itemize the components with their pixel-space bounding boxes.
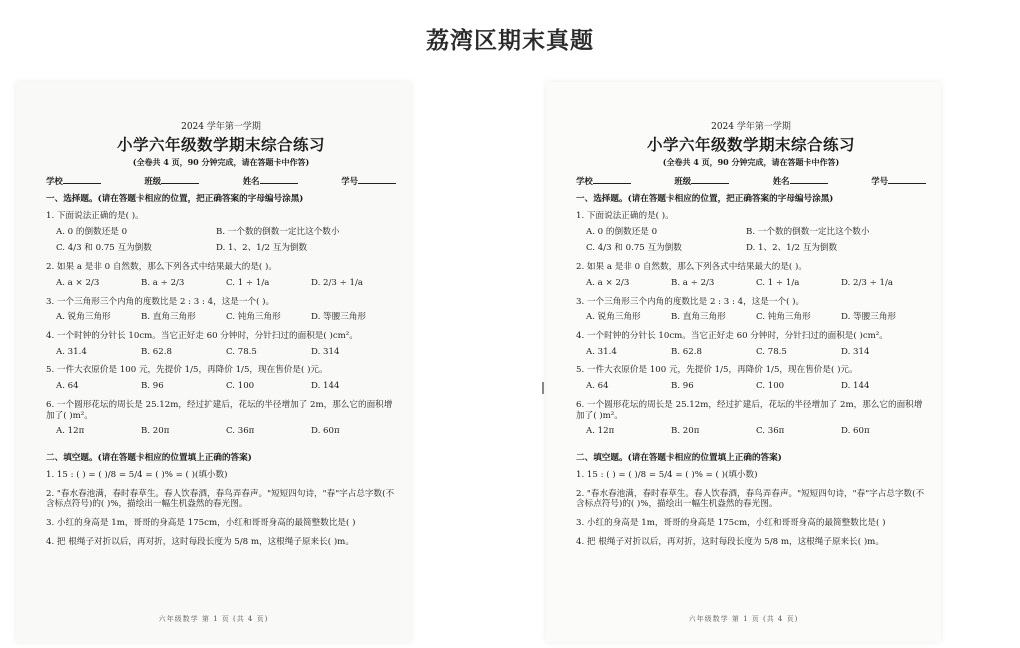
- school-field: 学校: [576, 176, 631, 187]
- option-c: C. 78.5: [226, 346, 257, 357]
- option-d: D. 60π: [841, 426, 870, 437]
- question-5: 5. 一件大衣原价是 100 元，先提价 1/5，再降价 1/5，现在售价是( )元。: [46, 365, 328, 376]
- fill-question-2: 2. "春水春池满，春时春草生。春人饮春酒，春鸟弄春声。"短短四句诗，"春"字占总字数(不含标点符号)的( )%，描绘出一幅生机盎然的春光图。: [46, 488, 395, 510]
- option-b: B. 96: [141, 381, 164, 392]
- question-5-options: [46, 381, 396, 392]
- student-fields: [576, 176, 926, 187]
- question-6-options: [576, 426, 926, 437]
- section-fill-in: 二、填空题。(请在答题卡相应的位置填上正确的答案): [46, 453, 252, 464]
- question-1-options: [46, 227, 396, 254]
- class-field: 班级: [674, 176, 729, 187]
- option-b: B. 直角三角形: [671, 312, 726, 323]
- question-3: 3. 一个三角形三个内角的度数比是 2 : 3 : 4，这是一个( )。: [46, 296, 275, 307]
- option-d: D. 144: [841, 381, 870, 392]
- option-a: A. 31.4: [586, 346, 617, 357]
- option-c: C. 钝角三角形: [756, 312, 811, 323]
- question-4: 4. 一个时钟的分针长 10cm。当它正好走 60 分钟时，分针扫过的面积是( )cm²。: [576, 331, 888, 341]
- option-b: B. 一个数的倒数一定比这个数小: [746, 226, 870, 237]
- student-fields: [46, 176, 396, 187]
- exam-note: (全卷共 4 页，90 分钟完成，请在答题卡中作答): [132, 156, 310, 167]
- option-c: C. 1 ÷ 1/a: [226, 277, 270, 288]
- option-d: D. 等腰三角形: [841, 312, 897, 323]
- option-d: D. 314: [841, 346, 870, 357]
- question-3-options: [46, 312, 396, 323]
- option-b: B. 62.8: [671, 346, 702, 357]
- fill-question-1: 1. 15 : ( ) = ( )/8 = 5/4 = ( )% = ( )(填小数): [576, 469, 758, 480]
- page-footer: 六年级数学 第 1 页 (共 4 页): [688, 615, 799, 623]
- question-1-options: [576, 227, 926, 254]
- fill-question-3: 3. 小红的身高是 1m，哥哥的身高是 175cm，小红和哥哥身高的最简整数比是( ): [46, 518, 356, 529]
- banner-title: 荔湾区期末真题: [426, 28, 594, 54]
- question-6-options: [46, 426, 396, 437]
- option-a: A. a × 2/3: [56, 277, 100, 288]
- option-a: A. 12π: [586, 426, 615, 437]
- question-2-options: [46, 278, 396, 289]
- option-b: B. 一个数的倒数一定比这个数小: [216, 226, 340, 237]
- page-footer: 六年级数学 第 1 页 (共 4 页): [158, 615, 269, 623]
- question-2: 2. 如果 a 是非 0 自然数，那么下列各式中结果最大的是( )。: [576, 262, 807, 273]
- option-a: A. 锐角三角形: [586, 312, 641, 323]
- option-a: A. 31.4: [56, 346, 87, 357]
- option-c: C. 78.5: [756, 346, 787, 357]
- question-5-options: [576, 381, 926, 392]
- option-a: A. 锐角三角形: [56, 312, 111, 323]
- question-3-options: [576, 312, 926, 323]
- option-a: A. 0 的倒数还是 0: [586, 226, 658, 237]
- option-a: A. 64: [56, 381, 79, 392]
- page-edge-mark: [542, 382, 544, 394]
- option-d: D. 1、2、1/2 互为倒数: [746, 243, 838, 254]
- fill-question-4: 4. 把 根绳子对折以后，再对折，这时每段长度为 5/8 m，这根绳子原来长( )m。: [576, 536, 884, 547]
- question-6: 6. 一个圆形花坛的周长是 25.12m，经过扩建后，花坛的半径增加了 2m，那么它的面积增加了( )m²。: [576, 399, 923, 421]
- option-c: C. 100: [226, 381, 255, 392]
- exam-sheet-right: [546, 82, 941, 642]
- student-no-field: 学号: [341, 176, 396, 187]
- option-c: C. 36π: [756, 426, 785, 437]
- question-2: 2. 如果 a 是非 0 自然数，那么下列各式中结果最大的是( )。: [46, 262, 277, 273]
- exam-title: 小学六年级数学期末综合练习: [646, 135, 855, 155]
- option-d: D. 144: [311, 381, 340, 392]
- class-field: 班级: [144, 176, 199, 187]
- option-d: D. 314: [311, 346, 340, 357]
- sheet-content: [46, 122, 396, 548]
- question-3: 3. 一个三角形三个内角的度数比是 2 : 3 : 4，这是一个( )。: [576, 296, 805, 307]
- option-a: A. a × 2/3: [586, 277, 630, 288]
- school-field: 学校: [46, 176, 101, 187]
- fill-question-1: 1. 15 : ( ) = ( )/8 = 5/4 = ( )% = ( )(填小数): [46, 469, 228, 480]
- option-b: B. 20π: [671, 426, 700, 437]
- option-c: C. 4/3 和 0.75 互为倒数: [586, 243, 682, 254]
- option-c: C. 100: [756, 381, 785, 392]
- option-d: D. 2/3 ÷ 1/a: [841, 277, 894, 288]
- option-d: D. 60π: [311, 426, 340, 437]
- fill-question-4: 4. 把 根绳子对折以后，再对折，这时每段长度为 5/8 m，这根绳子原来长( )m。: [46, 536, 354, 547]
- exam-note: (全卷共 4 页，90 分钟完成，请在答题卡中作答): [662, 156, 840, 167]
- question-1: 1. 下面说法正确的是( )。: [46, 210, 144, 221]
- student-no-field: 学号: [871, 176, 926, 187]
- question-4-options: [46, 347, 396, 358]
- option-c: C. 1 ÷ 1/a: [756, 277, 800, 288]
- exam-sheet-left: [16, 82, 411, 642]
- option-a: A. 64: [586, 381, 609, 392]
- question-6: 6. 一个圆形花坛的周长是 25.12m，经过扩建后，花坛的半径增加了 2m，那么它的面积增加了( )m²。: [46, 399, 393, 421]
- option-b: B. a ÷ 2/3: [671, 277, 715, 288]
- option-d: D. 2/3 ÷ 1/a: [311, 277, 364, 288]
- option-b: B. 96: [671, 381, 694, 392]
- section-fill-in: 二、填空题。(请在答题卡相应的位置填上正确的答案): [576, 453, 782, 464]
- option-b: B. a ÷ 2/3: [141, 277, 185, 288]
- sheet-content: [576, 122, 926, 548]
- name-field: 姓名: [243, 176, 298, 187]
- fill-question-2: 2. "春水春池满，春时春草生。春人饮春酒，春鸟弄春声。"短短四句诗，"春"字占总字数(不含标点符号)的( )%，描绘出一幅生机盎然的春光图。: [576, 488, 925, 510]
- section-multiple-choice: 一、选择题。(请在答题卡相应的位置，把正确答案的字母编号涂黑): [46, 194, 304, 205]
- option-c: C. 钝角三角形: [226, 312, 281, 323]
- question-1: 1. 下面说法正确的是( )。: [576, 210, 674, 221]
- option-d: D. 等腰三角形: [311, 312, 367, 323]
- option-c: C. 4/3 和 0.75 互为倒数: [56, 243, 152, 254]
- option-d: D. 1、2、1/2 互为倒数: [216, 243, 308, 254]
- name-field: 姓名: [773, 176, 828, 187]
- option-c: C. 36π: [226, 426, 255, 437]
- section-multiple-choice: 一、选择题。(请在答题卡相应的位置，把正确答案的字母编号涂黑): [576, 194, 834, 205]
- option-a: A. 12π: [56, 426, 85, 437]
- option-b: B. 直角三角形: [141, 312, 196, 323]
- option-b: B. 20π: [141, 426, 170, 437]
- option-a: A. 0 的倒数还是 0: [56, 226, 128, 237]
- question-5: 5. 一件大衣原价是 100 元，先提价 1/5，再降价 1/5，现在售价是( )元。: [576, 365, 858, 376]
- option-b: B. 62.8: [141, 346, 172, 357]
- fill-question-3: 3. 小红的身高是 1m，哥哥的身高是 175cm，小红和哥哥身高的最简整数比是( ): [576, 518, 886, 529]
- exam-title: 小学六年级数学期末综合练习: [116, 135, 325, 155]
- year-term: 2024 学年第一学期: [711, 122, 791, 132]
- question-2-options: [576, 278, 926, 289]
- question-4: 4. 一个时钟的分针长 10cm。当它正好走 60 分钟时，分针扫过的面积是( )cm²。: [46, 331, 358, 341]
- year-term: 2024 学年第一学期: [181, 122, 261, 132]
- question-4-options: [576, 347, 926, 358]
